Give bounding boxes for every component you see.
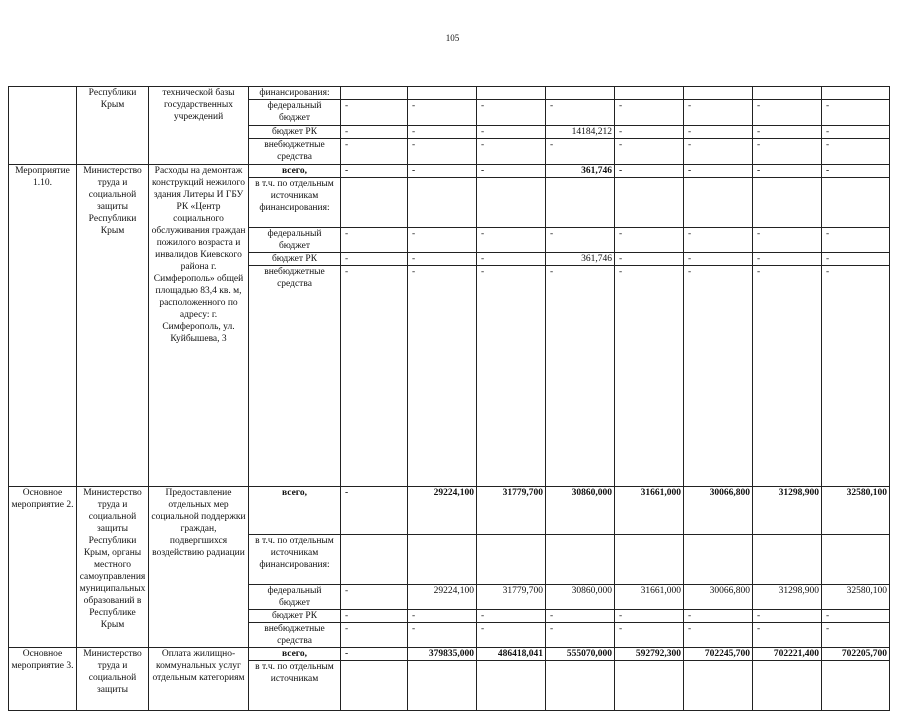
value-cell: - (684, 126, 753, 139)
value-cell: - (408, 139, 477, 165)
value-cell: 486418,041 (477, 648, 546, 661)
value-cell: - (615, 228, 684, 253)
event-cell (9, 87, 77, 165)
value-cell: - (341, 487, 408, 535)
value-cell: - (408, 126, 477, 139)
value-cell: - (341, 585, 408, 610)
value-cell: 31779,700 (477, 585, 546, 610)
value-cell: - (546, 623, 615, 648)
value-cell: - (822, 100, 890, 126)
value-cell: - (753, 266, 822, 487)
source-cell: бюджет РК (249, 610, 341, 623)
event-cell: Основное мероприятие 3. (9, 648, 77, 711)
value-cell: 31661,000 (615, 487, 684, 535)
value-cell (546, 178, 615, 228)
value-cell (615, 661, 684, 711)
value-cell: - (341, 228, 408, 253)
value-cell: - (408, 253, 477, 266)
value-cell: - (753, 623, 822, 648)
value-cell: - (822, 253, 890, 266)
value-cell: - (615, 623, 684, 648)
value-cell: - (615, 139, 684, 165)
source-cell: в т.ч. по отдельным источникам (249, 661, 341, 711)
value-cell: - (822, 623, 890, 648)
value-cell: 30860,000 (546, 487, 615, 535)
value-cell: 32580,100 (822, 585, 890, 610)
value-cell (753, 178, 822, 228)
table-row (9, 87, 890, 100)
value-cell (822, 661, 890, 711)
value-cell (822, 87, 890, 100)
value-cell: - (684, 165, 753, 178)
value-cell (546, 661, 615, 711)
value-cell: - (615, 100, 684, 126)
value-cell: 30066,800 (684, 585, 753, 610)
value-cell: - (684, 139, 753, 165)
value-cell: - (546, 228, 615, 253)
source-cell: в т.ч. по отдельным источникам финансирования: (249, 535, 341, 585)
value-cell: - (753, 165, 822, 178)
value-cell (341, 178, 408, 228)
value-cell: - (341, 139, 408, 165)
value-cell: - (341, 623, 408, 648)
table-row (9, 648, 890, 661)
value-cell (753, 535, 822, 585)
value-cell: 361,746 (546, 253, 615, 266)
source-cell: в т.ч. по отдельным источникам финансирования: (249, 178, 341, 228)
value-cell (684, 178, 753, 228)
source-cell: финансирования: (249, 87, 341, 100)
value-cell: 31298,900 (753, 585, 822, 610)
value-cell: - (615, 266, 684, 487)
value-cell: 702221,400 (753, 648, 822, 661)
value-cell (341, 87, 408, 100)
source-cell: внебюджетные средства (249, 623, 341, 648)
source-cell: федеральный бюджет (249, 585, 341, 610)
value-cell: - (753, 100, 822, 126)
value-cell: 31661,000 (615, 585, 684, 610)
value-cell: - (477, 266, 546, 487)
value-cell: - (341, 165, 408, 178)
value-cell: 361,746 (546, 165, 615, 178)
value-cell: 14184,212 (546, 126, 615, 139)
value-cell: - (341, 100, 408, 126)
value-cell: - (477, 165, 546, 178)
agency-cell: Министерство труда и социальной защиты (77, 648, 149, 711)
value-cell: - (822, 165, 890, 178)
table-row (9, 487, 890, 535)
value-cell: 30066,800 (684, 487, 753, 535)
value-cell (341, 661, 408, 711)
value-cell: - (615, 253, 684, 266)
source-cell: всего, (249, 165, 341, 178)
value-cell (753, 87, 822, 100)
value-cell (615, 178, 684, 228)
value-cell: - (753, 139, 822, 165)
value-cell: - (753, 228, 822, 253)
value-cell (477, 178, 546, 228)
value-cell: - (341, 266, 408, 487)
value-cell (408, 178, 477, 228)
value-cell (408, 661, 477, 711)
source-cell: внебюджетные средства (249, 139, 341, 165)
event-cell: Мероприятие 1.10. (9, 165, 77, 487)
value-cell: - (546, 139, 615, 165)
value-cell: - (408, 610, 477, 623)
value-cell (822, 535, 890, 585)
value-cell: - (822, 266, 890, 487)
value-cell (615, 87, 684, 100)
value-cell: - (408, 228, 477, 253)
value-cell: - (546, 610, 615, 623)
source-cell: федеральный бюджет (249, 100, 341, 126)
source-cell: бюджет РК (249, 126, 341, 139)
value-cell: - (822, 139, 890, 165)
value-cell: 31298,900 (753, 487, 822, 535)
value-cell: 702245,700 (684, 648, 753, 661)
value-cell: - (753, 610, 822, 623)
source-cell: бюджет РК (249, 253, 341, 266)
description-cell: технической базы государственных учреждений (149, 87, 249, 165)
value-cell (477, 535, 546, 585)
page-number: 105 (445, 33, 460, 43)
source-cell: всего, (249, 487, 341, 535)
budget-table (8, 86, 890, 711)
description-cell: Оплата жилищно-коммунальных услуг отдельным категориям (149, 648, 249, 711)
value-cell: 29224,100 (408, 487, 477, 535)
value-cell: - (477, 228, 546, 253)
value-cell: - (408, 266, 477, 487)
value-cell: - (408, 623, 477, 648)
value-cell: - (684, 228, 753, 253)
event-cell: Основное мероприятие 2. (9, 487, 77, 648)
value-cell: - (477, 623, 546, 648)
value-cell: - (684, 100, 753, 126)
value-cell: 379835,000 (408, 648, 477, 661)
value-cell: - (753, 126, 822, 139)
value-cell (822, 178, 890, 228)
value-cell: - (822, 126, 890, 139)
value-cell: - (684, 253, 753, 266)
value-cell: - (546, 100, 615, 126)
agency-cell: Министерство труда и социальной защиты Республики Крым, органы местного самоуправления муниципальных образований в Республике Крым (77, 487, 149, 648)
value-cell: - (477, 610, 546, 623)
source-cell: внебюджетные средства (249, 266, 341, 487)
value-cell: - (546, 266, 615, 487)
description-cell: Расходы на демонтаж конструкций нежилого здания Литеры И ГБУ РК «Центр социального обслуживания граждан пожилого возраста и инвалидов Киевского района г. Симферополь» общей площадью 83,4 кв. м, расположенного по адресу: г. Симферополь, ул. Куйбышева, 3 (149, 165, 249, 487)
value-cell: 29224,100 (408, 585, 477, 610)
agency-cell: Министерство труда и социальной защиты Республики Крым (77, 165, 149, 487)
source-cell: всего, (249, 648, 341, 661)
value-cell: - (477, 253, 546, 266)
value-cell: - (753, 253, 822, 266)
value-cell: - (822, 228, 890, 253)
value-cell (615, 535, 684, 585)
table-row (9, 165, 890, 178)
value-cell: - (477, 139, 546, 165)
value-cell: - (615, 610, 684, 623)
value-cell: - (822, 610, 890, 623)
value-cell (477, 661, 546, 711)
value-cell: - (408, 165, 477, 178)
value-cell (341, 535, 408, 585)
value-cell: - (341, 610, 408, 623)
value-cell: 592792,300 (615, 648, 684, 661)
value-cell: - (684, 623, 753, 648)
value-cell: - (684, 610, 753, 623)
agency-cell: Республики Крым (77, 87, 149, 165)
value-cell (684, 535, 753, 585)
value-cell: - (615, 165, 684, 178)
value-cell (408, 535, 477, 585)
value-cell (408, 87, 477, 100)
value-cell: - (477, 100, 546, 126)
value-cell: - (615, 126, 684, 139)
source-cell: федеральный бюджет (249, 228, 341, 253)
value-cell: 31779,700 (477, 487, 546, 535)
value-cell: 30860,000 (546, 585, 615, 610)
value-cell (753, 661, 822, 711)
value-cell: - (684, 266, 753, 487)
value-cell: 555070,000 (546, 648, 615, 661)
value-cell (546, 535, 615, 585)
value-cell: - (477, 126, 546, 139)
value-cell (477, 87, 546, 100)
value-cell: 702205,700 (822, 648, 890, 661)
description-cell: Предоставление отдельных мер социальной поддержки граждан, подвергшихся воздействию радиации (149, 487, 249, 648)
value-cell: - (341, 253, 408, 266)
value-cell (684, 661, 753, 711)
value-cell: - (408, 100, 477, 126)
value-cell (684, 87, 753, 100)
value-cell: 32580,100 (822, 487, 890, 535)
value-cell: - (341, 126, 408, 139)
value-cell: - (341, 648, 408, 661)
value-cell (546, 87, 615, 100)
